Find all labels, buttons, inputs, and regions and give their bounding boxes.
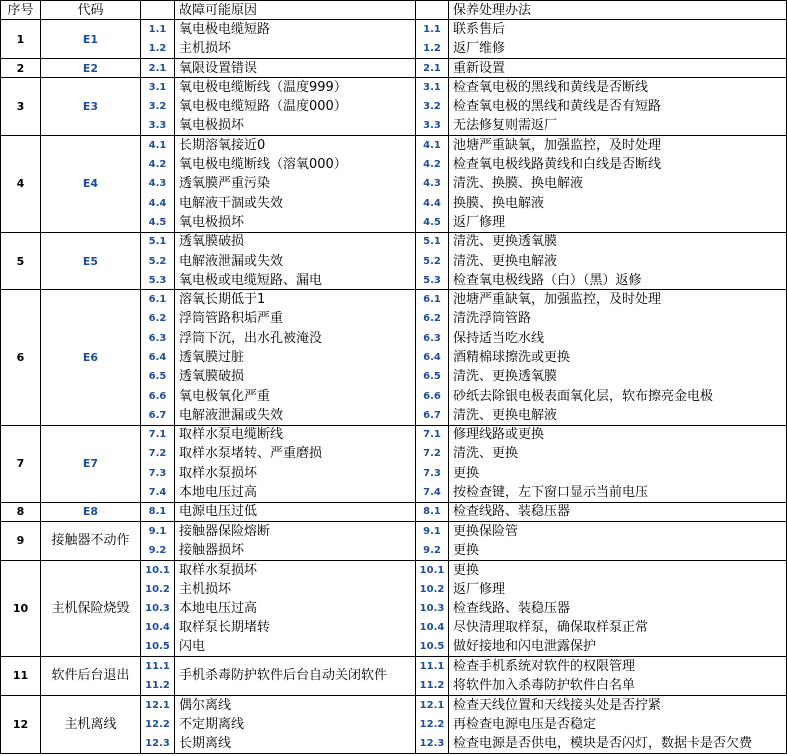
cause-text: 溶氧长期低于1	[175, 290, 416, 309]
cause-text: 本地电压过高	[175, 483, 416, 502]
cause-text: 浮筒管路积垢严重	[175, 309, 416, 328]
cause-text: 取样泵长期堵转	[175, 618, 416, 637]
cause-number: 6.3	[141, 329, 175, 348]
cause-number: 11.1	[141, 657, 175, 676]
method-number: 6.3	[416, 329, 449, 348]
method-number: 1.2	[416, 39, 449, 58]
fault-code: E2	[41, 58, 141, 77]
method-number: 3.2	[416, 97, 449, 116]
row-number: 5	[1, 232, 41, 290]
method-text: 清洗、更换电解液	[449, 406, 787, 425]
row-number: 1	[1, 20, 41, 59]
cause-text: 接触器损坏	[175, 541, 416, 560]
method-number: 9.2	[416, 541, 449, 560]
cause-number: 9.1	[141, 522, 175, 541]
method-number: 8.1	[416, 502, 449, 521]
method-text: 更换	[449, 464, 787, 483]
method-text: 检查氧电极线路（白）（黑）返修	[449, 271, 787, 290]
row-number: 9	[1, 522, 41, 561]
method-number: 6.7	[416, 406, 449, 425]
cause-number: 7.2	[141, 444, 175, 463]
header-method-number-blank	[416, 1, 449, 20]
method-text: 返厂维修	[449, 39, 787, 58]
cause-text: 不定期离线	[175, 714, 416, 733]
method-number: 12.3	[416, 734, 449, 753]
cause-text: 氧电极电缆短路	[175, 20, 416, 39]
method-text: 检查氧电极的黑线和黄线是否断线	[449, 78, 787, 97]
method-text: 重新设置	[449, 58, 787, 77]
method-number: 7.1	[416, 425, 449, 444]
method-number: 10.4	[416, 618, 449, 637]
method-number: 10.2	[416, 579, 449, 598]
cause-number: 11.2	[141, 676, 175, 695]
header-cause-number-blank	[141, 1, 175, 20]
cause-number: 4.1	[141, 136, 175, 155]
cause-number: 2.1	[141, 58, 175, 77]
method-text: 将软件加入杀毒防护软件白名单	[449, 676, 787, 695]
cause-text: 本地电压过高	[175, 599, 416, 618]
table-row	[1, 522, 787, 541]
cause-number: 12.2	[141, 714, 175, 733]
method-text: 检查电源是否供电，模块是否闪灯，数据卡是否欠费	[449, 734, 787, 753]
cause-text: 氧电极电缆断线（溶氧000）	[175, 155, 416, 174]
cause-number: 3.2	[141, 97, 175, 116]
method-text: 酒精棉球擦洗或更换	[449, 348, 787, 367]
cause-text: 电源电压过低	[175, 502, 416, 521]
table-row	[1, 425, 787, 444]
row-number: 2	[1, 58, 41, 77]
fault-code: E1	[41, 20, 141, 59]
method-number: 3.1	[416, 78, 449, 97]
cause-text: 取样水泵损坏	[175, 464, 416, 483]
method-number: 6.2	[416, 309, 449, 328]
method-text: 联系售后	[449, 20, 787, 39]
cause-number: 7.3	[141, 464, 175, 483]
method-number: 7.4	[416, 483, 449, 502]
cause-number: 1.1	[141, 20, 175, 39]
row-number: 10	[1, 560, 41, 656]
cause-text: 氧限设置错误	[175, 58, 416, 77]
cause-text: 取样水泵堵转、严重磨损	[175, 444, 416, 463]
fault-name: 软件后台退出	[41, 657, 141, 696]
cause-number: 5.1	[141, 232, 175, 251]
method-text: 返厂修理	[449, 579, 787, 598]
method-number: 12.1	[416, 695, 449, 714]
method-text: 清洗、更换透氧膜	[449, 232, 787, 251]
cause-number: 10.2	[141, 579, 175, 598]
fault-name: 主机离线	[41, 695, 141, 753]
cause-number: 8.1	[141, 502, 175, 521]
cause-text: 氧电极电缆断线（温度999）	[175, 78, 416, 97]
method-number: 6.6	[416, 386, 449, 405]
table-row	[1, 502, 787, 521]
method-number: 4.5	[416, 213, 449, 232]
method-text: 再检查电源电压是否稳定	[449, 714, 787, 733]
method-number: 6.1	[416, 290, 449, 309]
method-text: 返厂修理	[449, 213, 787, 232]
cause-number: 10.1	[141, 560, 175, 579]
method-number: 10.3	[416, 599, 449, 618]
table-row	[1, 136, 787, 155]
method-text: 检查手机系统对软件的权限管理	[449, 657, 787, 676]
method-text: 清洗、更换	[449, 444, 787, 463]
cause-number: 10.5	[141, 637, 175, 656]
cause-text: 电解液干涸或失效	[175, 193, 416, 212]
method-text: 检查氧电极线路黄线和白线是否断线	[449, 155, 787, 174]
method-text: 检查天线位置和天线接头处是否拧紧	[449, 695, 787, 714]
method-number: 6.5	[416, 367, 449, 386]
cause-text: 闪电	[175, 637, 416, 656]
method-number: 4.4	[416, 193, 449, 212]
method-text: 清洗浮筒管路	[449, 309, 787, 328]
method-number: 5.1	[416, 232, 449, 251]
method-number: 11.2	[416, 676, 449, 695]
method-text: 尽快清理取样泵，确保取样泵正常	[449, 618, 787, 637]
cause-text: 取样水泵损坏	[175, 560, 416, 579]
method-text: 检查氧电极的黑线和黄线是否有短路	[449, 97, 787, 116]
cause-number: 7.4	[141, 483, 175, 502]
method-number: 9.1	[416, 522, 449, 541]
fault-code: E7	[41, 425, 141, 502]
method-number: 3.3	[416, 116, 449, 135]
cause-text: 透氧膜破损	[175, 232, 416, 251]
method-text: 池塘严重缺氧，加强监控，及时处理	[449, 290, 787, 309]
table-row	[1, 20, 787, 39]
cause-number: 10.4	[141, 618, 175, 637]
cause-text: 透氧膜破损	[175, 367, 416, 386]
method-text: 保持适当吃水线	[449, 329, 787, 348]
cause-number: 7.1	[141, 425, 175, 444]
method-number: 4.1	[416, 136, 449, 155]
method-number: 4.3	[416, 174, 449, 193]
cause-number: 12.3	[141, 734, 175, 753]
cause-text: 主机损坏	[175, 579, 416, 598]
cause-number: 12.1	[141, 695, 175, 714]
method-text: 更换	[449, 541, 787, 560]
cause-number: 1.2	[141, 39, 175, 58]
cause-number: 6.6	[141, 386, 175, 405]
cause-number: 4.5	[141, 213, 175, 232]
method-text: 做好接地和闪电泄露保护	[449, 637, 787, 656]
method-text: 砂纸去除银电极表面氧化层，软布擦亮金电极	[449, 386, 787, 405]
method-number: 5.2	[416, 251, 449, 270]
row-number: 4	[1, 136, 41, 232]
fault-code: E6	[41, 290, 141, 425]
fault-name: 主机保险烧毁	[41, 560, 141, 656]
table-row	[1, 695, 787, 714]
fault-name: 接触器不动作	[41, 522, 141, 561]
cause-text: 氧电极氧化严重	[175, 386, 416, 405]
cause-number: 6.1	[141, 290, 175, 309]
method-text: 池塘严重缺氧，加强监控，及时处理	[449, 136, 787, 155]
method-number: 4.2	[416, 155, 449, 174]
method-text: 清洗、换膜、换电解液	[449, 174, 787, 193]
cause-text: 电解液泄漏或失效	[175, 406, 416, 425]
table-row	[1, 657, 787, 676]
cause-text: 透氧膜过脏	[175, 348, 416, 367]
cause-text: 氧电极或电缆短路、漏电	[175, 271, 416, 290]
method-number: 11.1	[416, 657, 449, 676]
table-row	[1, 58, 787, 77]
cause-text: 氧电极损坏	[175, 213, 416, 232]
cause-text: 氧电极损坏	[175, 116, 416, 135]
cause-number: 9.2	[141, 541, 175, 560]
table-body	[1, 20, 787, 753]
cause-number: 4.3	[141, 174, 175, 193]
method-number: 6.4	[416, 348, 449, 367]
row-number: 12	[1, 695, 41, 753]
method-number: 12.2	[416, 714, 449, 733]
cause-text: 透氧膜严重污染	[175, 174, 416, 193]
cause-number: 3.3	[141, 116, 175, 135]
fault-code: E4	[41, 136, 141, 232]
table-row	[1, 232, 787, 251]
row-number: 6	[1, 290, 41, 425]
header-code: 代码	[41, 1, 141, 20]
method-text: 检查线路、装稳压器	[449, 502, 787, 521]
fault-code: E5	[41, 232, 141, 290]
cause-text: 长期离线	[175, 734, 416, 753]
row-number: 8	[1, 502, 41, 521]
cause-text: 电解液泄漏或失效	[175, 251, 416, 270]
method-text: 检查线路、装稳压器	[449, 599, 787, 618]
cause-number: 5.2	[141, 251, 175, 270]
cause-number: 4.2	[141, 155, 175, 174]
table-row	[1, 560, 787, 579]
row-number: 11	[1, 657, 41, 696]
cause-text: 取样水泵电缆断线	[175, 425, 416, 444]
header-method: 保养处理办法	[449, 1, 787, 20]
cause-text: 接触器保险熔断	[175, 522, 416, 541]
cause-text: 主机损坏	[175, 39, 416, 58]
cause-number: 6.5	[141, 367, 175, 386]
row-number: 7	[1, 425, 41, 502]
method-number: 1.1	[416, 20, 449, 39]
method-number: 10.5	[416, 637, 449, 656]
cause-number: 5.3	[141, 271, 175, 290]
cause-number: 4.4	[141, 193, 175, 212]
header-seq: 序号	[1, 1, 41, 20]
row-number: 3	[1, 78, 41, 136]
cause-number: 10.3	[141, 599, 175, 618]
header-cause: 故障可能原因	[175, 1, 416, 20]
method-text: 无法修复则需返厂	[449, 116, 787, 135]
method-text: 清洗、更换电解液	[449, 251, 787, 270]
fault-code: E8	[41, 502, 141, 521]
method-number: 10.1	[416, 560, 449, 579]
method-number: 5.3	[416, 271, 449, 290]
method-text: 修理线路或更换	[449, 425, 787, 444]
method-text: 按检查键，左下窗口显示当前电压	[449, 483, 787, 502]
table-row	[1, 78, 787, 97]
header-row	[1, 1, 787, 20]
method-number: 7.2	[416, 444, 449, 463]
method-text: 更换	[449, 560, 787, 579]
cause-text: 浮筒下沉，出水孔被淹没	[175, 329, 416, 348]
method-text: 更换保险管	[449, 522, 787, 541]
method-number: 2.1	[416, 58, 449, 77]
cause-number: 6.7	[141, 406, 175, 425]
cause-number: 6.4	[141, 348, 175, 367]
cause-number: 6.2	[141, 309, 175, 328]
fault-code: E3	[41, 78, 141, 136]
cause-text: 偶尔离线	[175, 695, 416, 714]
cause-text: 氧电极电缆短路（温度000）	[175, 97, 416, 116]
cause-text: 长期溶氧接近0	[175, 136, 416, 155]
method-text: 清洗、更换透氧膜	[449, 367, 787, 386]
method-number: 7.3	[416, 464, 449, 483]
method-text: 换膜、换电解液	[449, 193, 787, 212]
cause-text: 手机杀毒防护软件后台自动关闭软件	[175, 657, 416, 696]
cause-number: 3.1	[141, 78, 175, 97]
table-header	[1, 1, 787, 20]
table-row	[1, 290, 787, 309]
